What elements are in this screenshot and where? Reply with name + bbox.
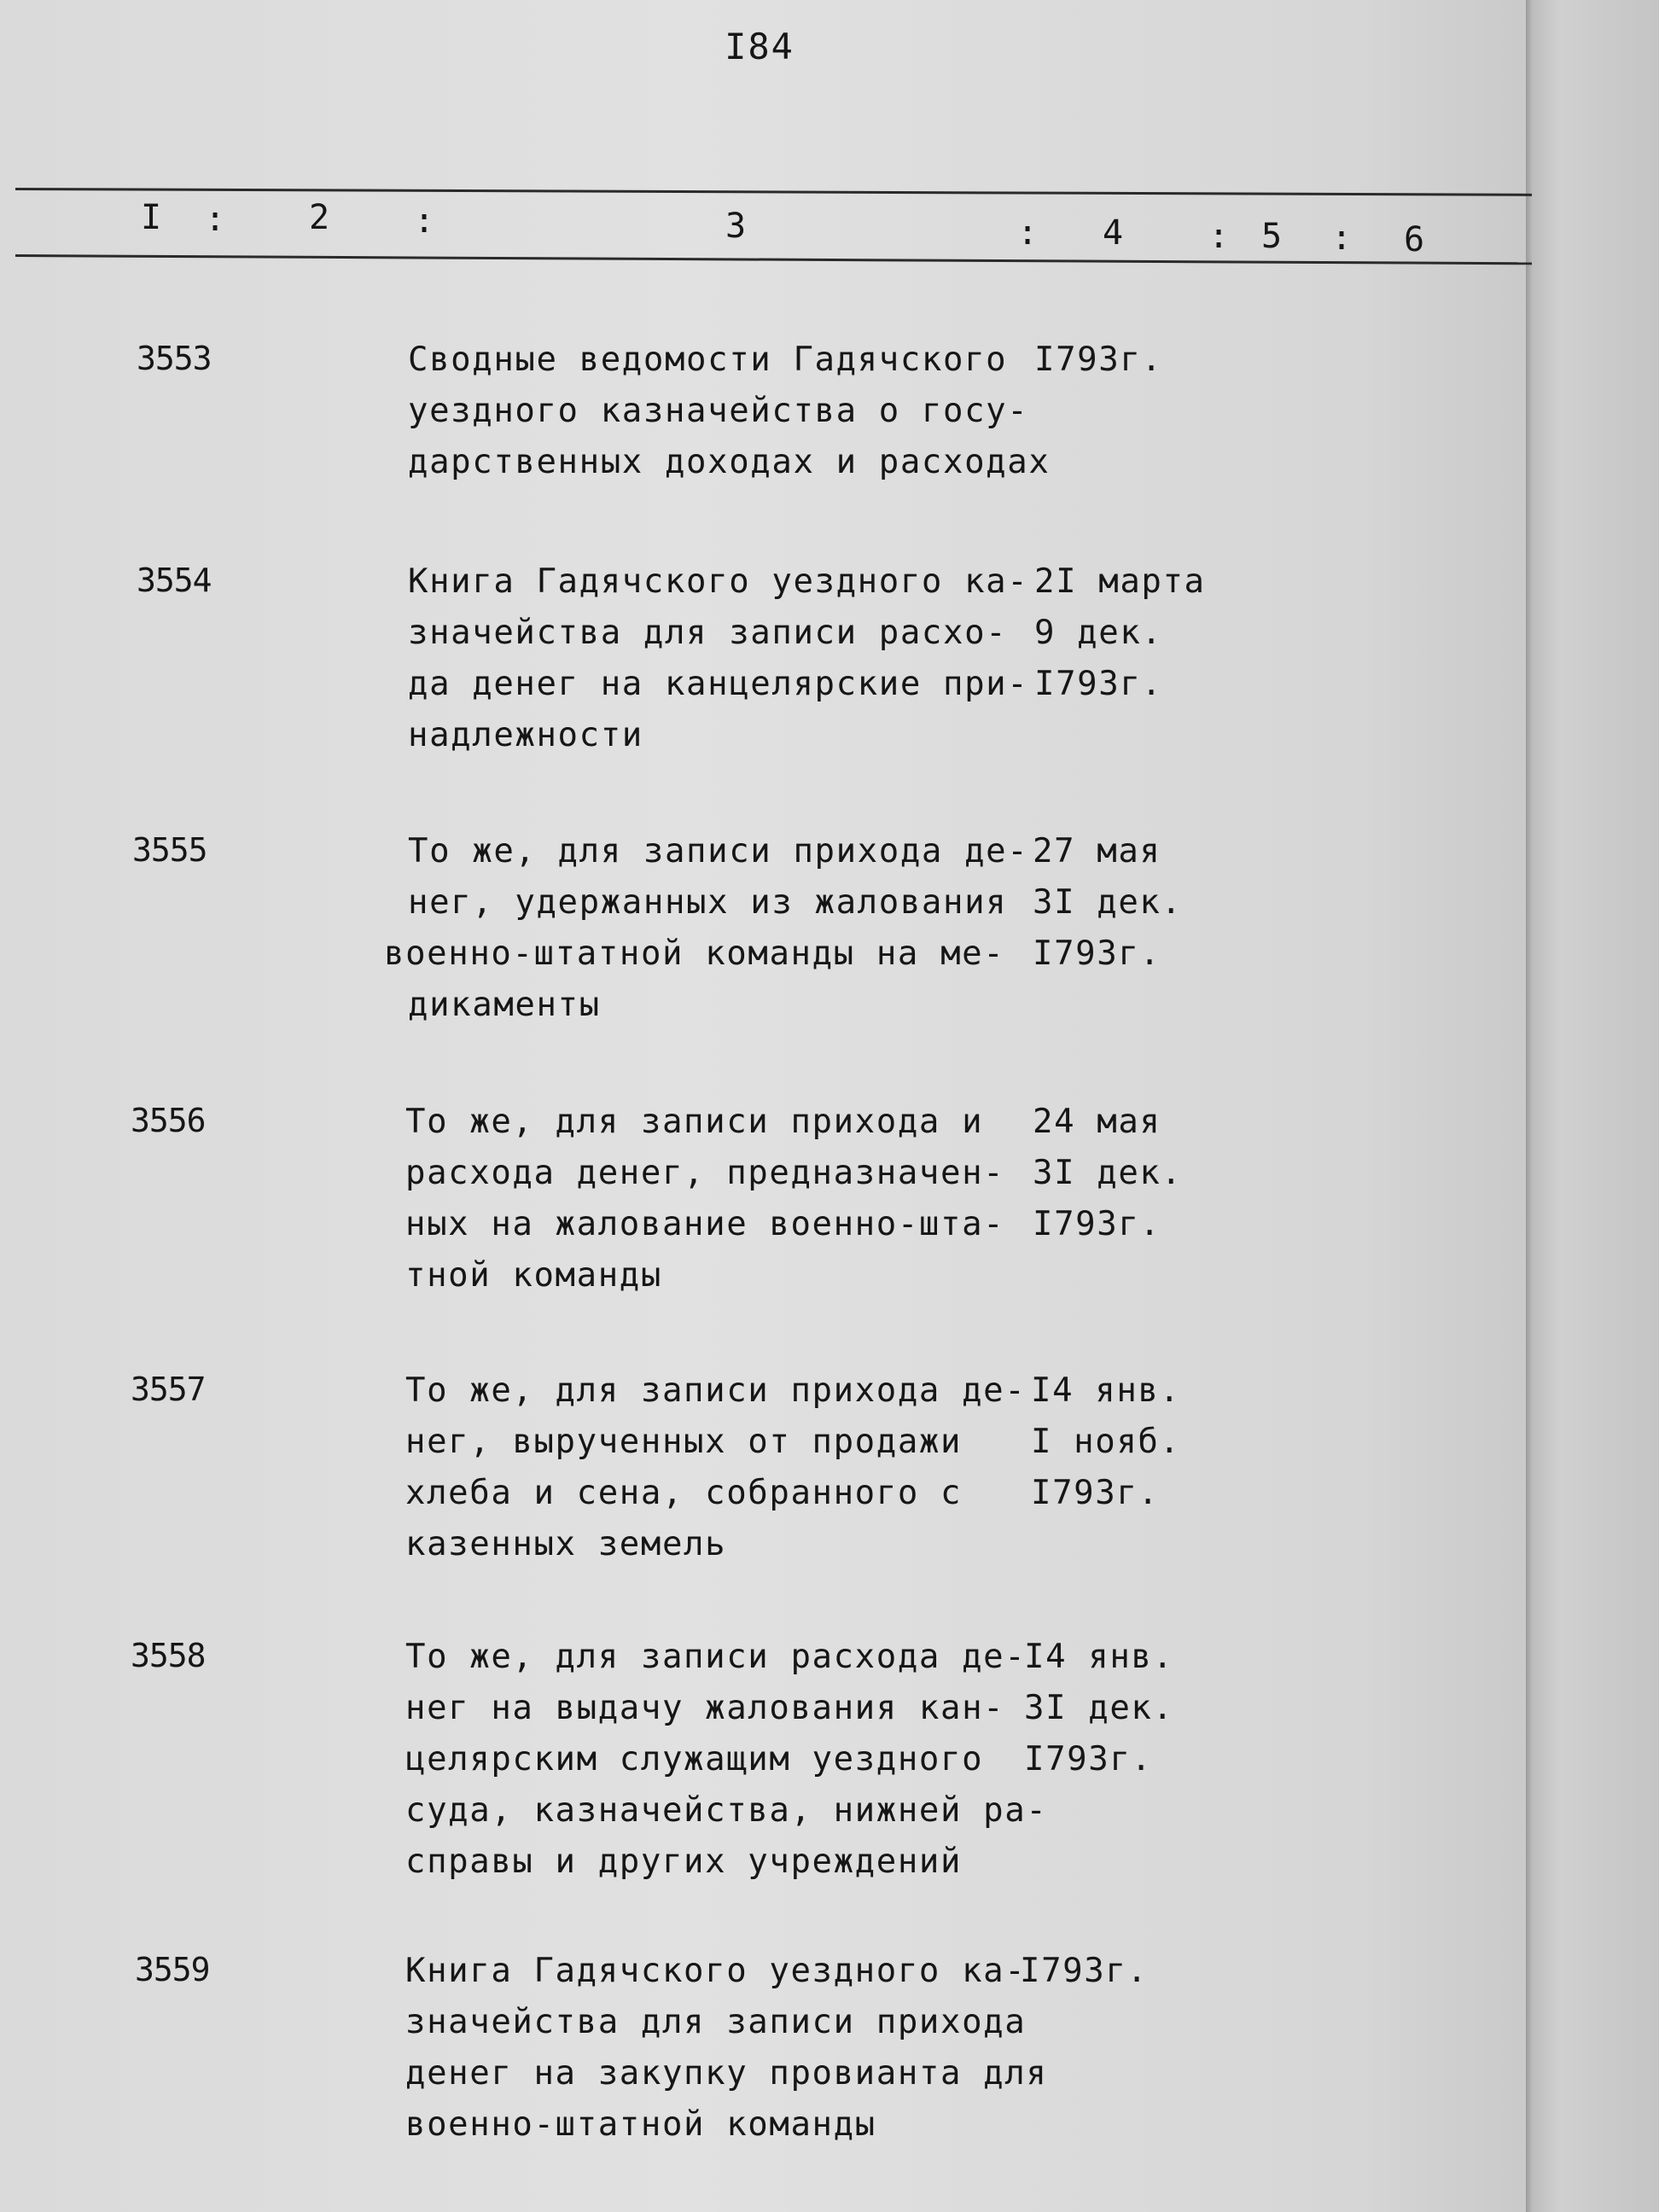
column-separator: :	[1331, 218, 1353, 258]
entry-number: 3556	[131, 1102, 206, 1139]
column-header-1: I	[141, 198, 162, 237]
date-line: 3I дек.	[1033, 1154, 1183, 1192]
entry-dates	[1031, 1365, 1181, 1519]
entry-dates	[1020, 1946, 1148, 1997]
entry-dates	[1034, 335, 1162, 386]
entry-number: 3559	[135, 1951, 210, 1988]
description-line: То же, для записи расхода де-	[405, 1638, 1027, 1676]
entry-description	[405, 1632, 1047, 1888]
description-line: уездного казначейства о госу-	[408, 392, 1029, 430]
entry-dates	[1033, 826, 1183, 980]
date-line: I4 янв.	[1031, 1371, 1181, 1410]
column-separator: :	[205, 200, 226, 239]
entry-number: 3557	[131, 1371, 206, 1408]
description-line: нег, вырученных от продажи	[405, 1423, 963, 1461]
description-line: значейства для записи прихода	[405, 2003, 1027, 2041]
description-line: дикаменты	[408, 986, 601, 1024]
description-line: Сводные ведомости Гадячского	[408, 341, 1008, 379]
description-line: дарственных доходах и расходах	[408, 443, 1051, 481]
date-line: I793г.	[1024, 1740, 1153, 1778]
entry-description	[405, 1365, 1026, 1570]
column-header-2: 2	[309, 198, 330, 237]
date-line: I4 янв.	[1024, 1638, 1174, 1676]
date-line: I нояб.	[1031, 1423, 1181, 1461]
description-line: суда, казначейства, нижней ра-	[405, 1791, 1048, 1830]
description-line: Книга Гадячского уездного ка-	[408, 562, 1029, 601]
description-line: казенных земель	[405, 1525, 727, 1563]
date-line: I793г.	[1020, 1952, 1149, 1990]
column-header-4: 4	[1103, 213, 1124, 253]
date-line: I793г.	[1031, 1474, 1160, 1512]
entry-number: 3553	[137, 340, 212, 377]
description-line: целярским служащим уездного	[405, 1740, 984, 1778]
entry-number: 3554	[137, 562, 212, 599]
description-line: надлежности	[408, 716, 643, 754]
entry-number: 3558	[131, 1637, 206, 1674]
page-edge	[1526, 0, 1659, 2212]
description-line: Книга Гадячского уездного ка-	[405, 1952, 1027, 1990]
entry-number: 3555	[132, 831, 207, 869]
description-line: да денег на канцелярские при-	[408, 665, 1029, 703]
date-line: 3I дек.	[1033, 883, 1183, 922]
date-line: 3I дек.	[1024, 1689, 1174, 1727]
column-header-3: 3	[725, 207, 747, 246]
description-line: военно-штатной команды на ме-	[384, 934, 1005, 973]
column-separator: :	[414, 201, 435, 241]
entry-dates	[1033, 1097, 1183, 1250]
date-line: 27 мая	[1033, 832, 1161, 870]
description-line: тной команды	[405, 1256, 662, 1295]
date-line: I793г.	[1033, 1205, 1161, 1243]
date-line: I793г.	[1034, 665, 1163, 703]
date-line: 2I марта	[1034, 562, 1206, 601]
description-line: военно-штатной команды	[405, 2105, 876, 2144]
description-line: денег на закупку провианта для	[405, 2054, 1048, 2093]
description-line: То же, для записи прихода де-	[405, 1371, 1027, 1410]
column-header-6: 6	[1404, 220, 1425, 259]
description-line: нег на выдачу жалования кан-	[405, 1689, 1005, 1727]
entry-description	[408, 556, 1028, 761]
column-separator: :	[1208, 217, 1230, 256]
description-line: нег, удержанных из жалования	[408, 883, 1008, 922]
entry-description	[408, 335, 1050, 488]
entry-description	[384, 826, 1028, 1031]
entry-dates	[1024, 1632, 1174, 1785]
column-header-5: 5	[1261, 217, 1283, 256]
date-line: I793г.	[1034, 341, 1163, 379]
page-number: I84	[725, 26, 795, 67]
description-line: справы и других учреждений	[405, 1842, 963, 1881]
description-line: То же, для записи прихода де-	[408, 832, 1029, 870]
date-line: 9 дек.	[1034, 614, 1163, 652]
description-line: расхода денег, предназначен-	[405, 1154, 1005, 1192]
description-line: ных на жалование военно-шта-	[405, 1205, 1005, 1243]
entry-description	[405, 1097, 1004, 1301]
entry-description	[405, 1946, 1047, 2151]
description-line: То же, для записи прихода и	[405, 1103, 984, 1141]
column-separator: :	[1017, 213, 1039, 253]
description-line: хлеба и сена, собранного с	[405, 1474, 963, 1512]
date-line: 24 мая	[1033, 1103, 1161, 1141]
description-line: значейства для записи расхо-	[408, 614, 1008, 652]
entry-dates	[1034, 556, 1206, 710]
date-line: I793г.	[1033, 934, 1161, 973]
